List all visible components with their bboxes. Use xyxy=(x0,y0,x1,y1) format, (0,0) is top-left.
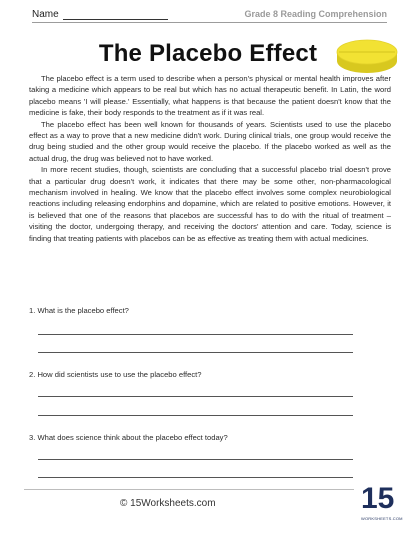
passage-paragraph: The placebo effect has been well known for thousands of years. Scientists used to use the placebo effect as a way to prove that a new medicine didn't work. During clinical trials, one group would receive the drug being studied and the other group would receive the placebo. If the placebo worked as well as the actual drug, the drug was believed not to have worked. xyxy=(29,119,391,163)
logo-text: WORKSHEETS.COM xyxy=(361,516,403,521)
name-field-line[interactable] xyxy=(63,19,168,20)
passage-paragraph: In more recent studies, though, scientists are concluding that a successful placebo trial doesn't prove that a particular drug doesn't work, it indicates that there may be some other, non-pharmacological mechanism involved in healing. We know that the placebo effect involves some complex neurobiological reactions including releasing endorphins and dopamine, which are related to positive emotions. However, it is believed that one of the reasons that placebos are successful has to do with the ritual of treatment – visiting the doctor, undergoing therapy, and receiving the doctors' attention and care. Today, science is finding that treating patients with placebos can be as effective as treating them with actual medicines. xyxy=(29,165,391,243)
question-2: 2. How did scientists use to use the placebo effect? xyxy=(29,370,202,379)
page-title: The Placebo Effect xyxy=(98,40,318,67)
name-label: Name xyxy=(32,9,59,20)
answer-line[interactable] xyxy=(38,396,353,397)
header-divider xyxy=(32,22,387,23)
footer-divider xyxy=(24,489,354,490)
question-3: 3. What does science think about the placebo effect today? xyxy=(29,433,228,442)
answer-line[interactable] xyxy=(38,459,353,460)
reading-passage xyxy=(29,73,391,244)
grade-title: Grade 8 Reading Comprehension xyxy=(244,9,387,19)
answer-line[interactable] xyxy=(38,477,353,478)
header-row xyxy=(32,6,387,22)
worksheets-logo xyxy=(361,482,403,526)
copyright-text: © 15Worksheets.com xyxy=(120,498,216,509)
yellow-pill-icon xyxy=(336,36,398,76)
answer-line[interactable] xyxy=(38,415,353,416)
answer-line[interactable] xyxy=(38,352,353,353)
answer-line[interactable] xyxy=(38,334,353,335)
logo-number: 15 xyxy=(361,482,395,515)
passage-paragraph: The placebo effect is a term used to describe when a person's physical or mental health improves after taking a medicine which appears to be real but which has no actual therapeutic benefit. In Latin, the word placebo means 'I will please.' Essentially, what happens is that because the patient doesn't know that the medicine is fake, their body responds to the treatment as if it was real. xyxy=(29,74,391,118)
question-1: 1. What is the placebo effect? xyxy=(29,306,129,315)
